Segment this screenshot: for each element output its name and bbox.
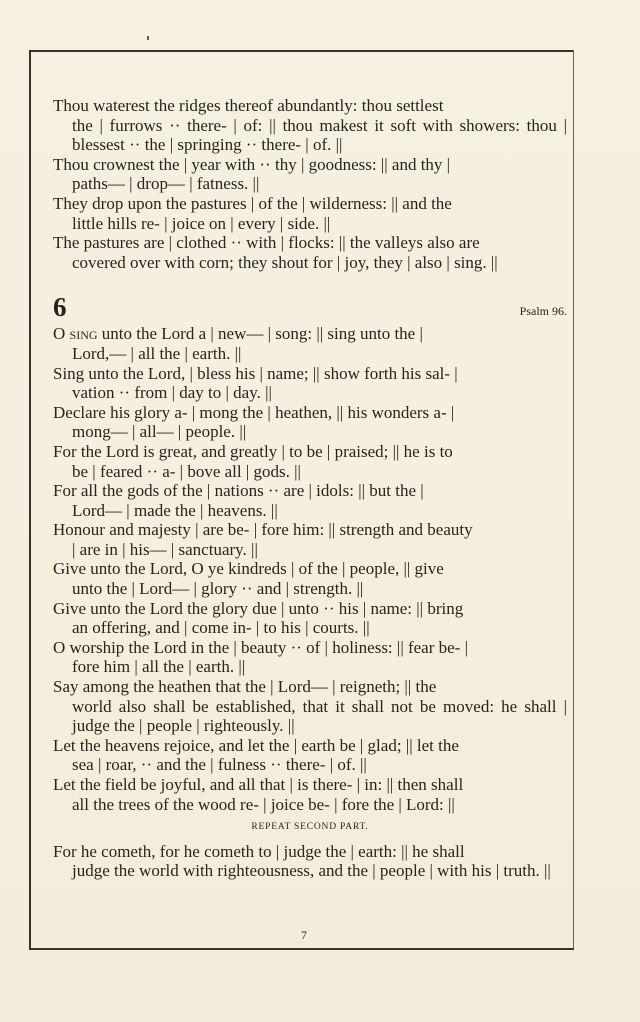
verse <box>53 520 567 559</box>
section-a <box>53 96 567 272</box>
verse-first-line: O worship the Lord in the | beauty ·· of | holiness: || fear be- | <box>53 637 468 657</box>
verse <box>53 638 567 677</box>
verse-continuation: fore him | all the | earth. || <box>72 657 246 677</box>
verse <box>53 677 567 736</box>
verse-continuation: vation ·· from | day to | day. || <box>72 383 272 403</box>
verse-continuation: | are in | his— | sanctuary. || <box>72 539 258 559</box>
page-number: 7 <box>301 928 307 942</box>
psalm-number: 6 <box>53 292 67 323</box>
verse-first-line: Let the heavens rejoice, and let the | earth be | glad; || let the <box>53 735 459 755</box>
opening-line-text: unto the Lord a | new— | song: || sing unto the | <box>97 324 423 344</box>
psalm-heading <box>53 292 567 323</box>
verse-continuation: an offering, and | come in- | to his | courts. || <box>72 618 370 638</box>
verse <box>53 599 567 638</box>
verse-first-line: Give unto the Lord the glory due | unto ·· his | name: || bring <box>53 598 464 618</box>
frame-rule-left <box>29 50 31 950</box>
verse <box>53 481 567 520</box>
verse-first-line: Say among the heathen that the | Lord— | reigneth; || the <box>53 677 437 697</box>
repeat-instruction: REPEAT SECOND PART. <box>251 822 369 833</box>
verse-continuation: sea | roar, ·· and the | fulness ·· there- | of. || <box>72 755 367 775</box>
verse <box>53 442 567 481</box>
verse-continuation: little hills re- | joice on | every | side. || <box>72 213 331 233</box>
verse <box>53 559 567 598</box>
verse-continuation: judge the world with righteousness, and the | people | with his | truth. || <box>72 861 551 881</box>
verse-continuation: all the trees of the wood re- | joice be- | fore the | Lord: || <box>72 794 455 814</box>
verse-first-line: Honour and majesty | are be- | fore him: || strength and beauty <box>53 520 473 540</box>
verse <box>53 194 567 233</box>
ink-speck <box>147 36 149 40</box>
verse-continuation: the | furrows ·· there- | of: || thou makest it soft with showers: thou | blessest ·· the | springing ·· there- | of. || <box>72 115 567 155</box>
verse-continuation: paths— | drop— | fatness. || <box>72 174 260 194</box>
verse <box>53 736 567 775</box>
verse-first-line: The pastures are | clothed ·· with | flocks: || the valleys also are <box>53 233 480 253</box>
psalm-reference: Psalm 96. <box>519 304 567 319</box>
verse-first-line: Sing unto the Lord, | bless his | name; || show forth his sal- | <box>53 363 458 383</box>
verse-continuation: mong— | all— | people. || <box>72 422 247 442</box>
verse-continuation: Lord— | made the | heavens. || <box>72 500 278 520</box>
opening-words: O sing <box>53 324 98 344</box>
verse-continuation: world also shall be established, that it shall not be moved: he shall | judge the | people | righteously. || <box>72 696 567 736</box>
verse-opening <box>53 324 567 363</box>
frame-rule-right <box>573 50 574 950</box>
verse-continuation: Lord,— | all the | earth. || <box>72 343 242 363</box>
verse-first-line: For the Lord is great, and greatly | to be | praised; || he is to <box>53 441 453 461</box>
verse-first-line: For he cometh, for he cometh to | judge the | earth: || he shall <box>53 841 465 861</box>
verse-first-line: Thou crownest the | year with ·· thy | goodness: || and thy | <box>53 154 451 174</box>
verse-continuation: be | feared ·· a- | bove all | gods. || <box>72 461 301 481</box>
verse-continuation: unto the | Lord— | glory ·· and | strength. || <box>72 579 364 599</box>
verse-first-line <box>53 324 567 344</box>
frame-rule-bottom <box>29 948 574 950</box>
verse-first-line: Thou waterest the ridges thereof abundantly: thou settlest <box>53 96 444 115</box>
verse-first-line: Let the field be joyful, and all that | is there- | in: || then shall <box>53 775 464 794</box>
section-b <box>53 324 567 814</box>
page-content <box>53 96 567 881</box>
verse-first-line: They drop upon the pastures | of the | wilderness: || and the <box>53 193 452 213</box>
verse <box>53 96 567 155</box>
verse <box>53 233 567 272</box>
section-c <box>53 842 567 881</box>
frame-rule-top <box>29 50 574 52</box>
verse <box>53 364 567 403</box>
verse <box>53 403 567 442</box>
verse-continuation: covered over with corn; they shout for | joy, they | also | sing. || <box>72 252 498 272</box>
verse-first-line: For all the gods of the | nations ·· are | idols: || but the | <box>53 481 424 501</box>
verse <box>53 155 567 194</box>
verse <box>53 775 567 814</box>
verse-first-line: Give unto the Lord, O ye kindreds | of the | people, || give <box>53 559 444 579</box>
verse-first-line: Declare his glory a- | mong the | heathen, || his wonders a- | <box>53 402 455 422</box>
verse <box>53 842 567 881</box>
